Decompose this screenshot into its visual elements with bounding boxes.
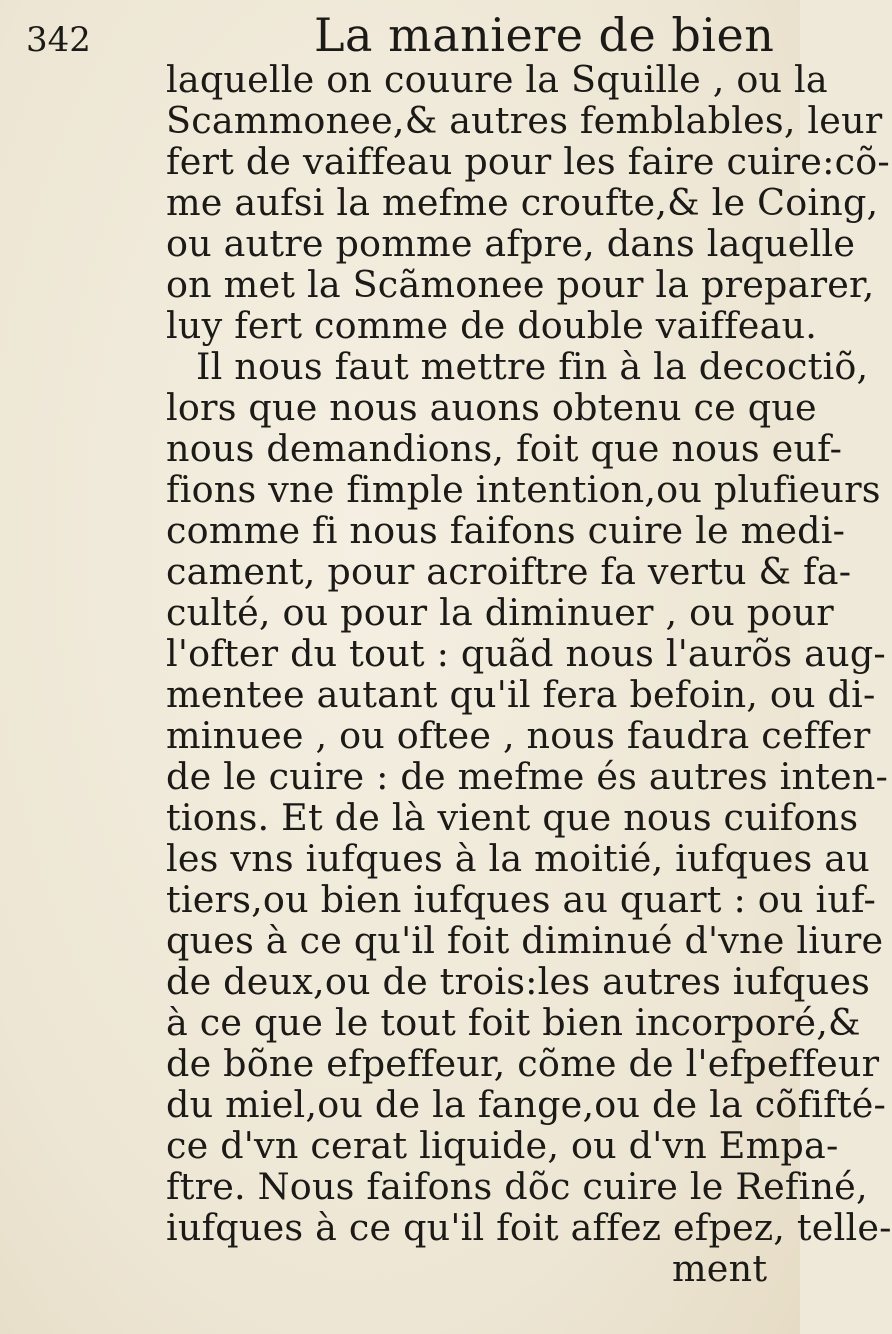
text-line: cament, pour acroiftre fa vertu & fa- bbox=[166, 550, 852, 593]
text-line: lors que nous auons obtenu ce que bbox=[166, 386, 817, 429]
text-line: laquelle on couure la Squille , ou la bbox=[166, 58, 828, 101]
text-line: ques à ce qu'il foit diminué d'vne liure bbox=[166, 919, 884, 962]
text-line: Scammonee,& autres femblables, leur bbox=[166, 99, 883, 142]
text-line: ce d'vn cerat liquide, ou d'vn Empa- bbox=[166, 1124, 839, 1167]
text-line: ftre. Nous faifons dõc cuire le Refiné, bbox=[166, 1165, 868, 1208]
text-line: me aufsi la mefme croufte,& le Coing, bbox=[166, 181, 879, 224]
text-line: l'ofter du tout : quãd nous l'aurõs aug- bbox=[166, 632, 886, 675]
text-line: fions vne fimple intention,ou plufieurs bbox=[166, 468, 881, 511]
text-line: mentee autant qu'il fera befoin, ou di- bbox=[166, 673, 876, 716]
catchword: ment bbox=[672, 1247, 768, 1290]
text-line: du miel,ou de la fange,ou de la cõfifté- bbox=[166, 1083, 887, 1126]
text-line: luy fert comme de double vaiffeau. bbox=[166, 304, 818, 347]
text-line: culté, ou pour la diminuer , ou pour bbox=[166, 591, 834, 634]
text-line: minuee , ou oftee , nous faudra ceffer bbox=[166, 714, 871, 757]
text-line: à ce que le tout foit bien incorporé,& bbox=[166, 1001, 861, 1044]
text-line: comme fi nous faifons cuire le medi- bbox=[166, 509, 846, 552]
page-number: 342 bbox=[26, 20, 91, 60]
text-line: tiers,ou bien iufques au quart : ou iuf- bbox=[166, 878, 876, 921]
text-line: de deux,ou de trois:les autres iufques bbox=[166, 960, 871, 1003]
text-line: ou autre pomme afpre, dans laquelle bbox=[166, 222, 856, 265]
paragraph-start-line: Il nous faut mettre fin à la decoctiõ, bbox=[196, 345, 869, 388]
text-line: fert de vaiffeau pour les faire cuire:cõ- bbox=[166, 140, 890, 183]
text-line: les vns iufques à la moitié, iufques au bbox=[166, 837, 870, 880]
text-line: de le cuire : de mefme és autres inten- bbox=[166, 755, 889, 798]
running-title: La maniere de bien bbox=[314, 8, 775, 62]
text-line: de bõne efpeffeur, cõme de l'efpeffeur bbox=[166, 1042, 880, 1085]
text-line: tions. Et de là vient que nous cuifons bbox=[166, 796, 859, 839]
text-line: iufques à ce qu'il foit affez efpez, telle- bbox=[166, 1206, 892, 1249]
text-line: nous demandions, foit que nous euf- bbox=[166, 427, 843, 470]
text-line: on met la Scãmonee pour la preparer, bbox=[166, 263, 875, 306]
